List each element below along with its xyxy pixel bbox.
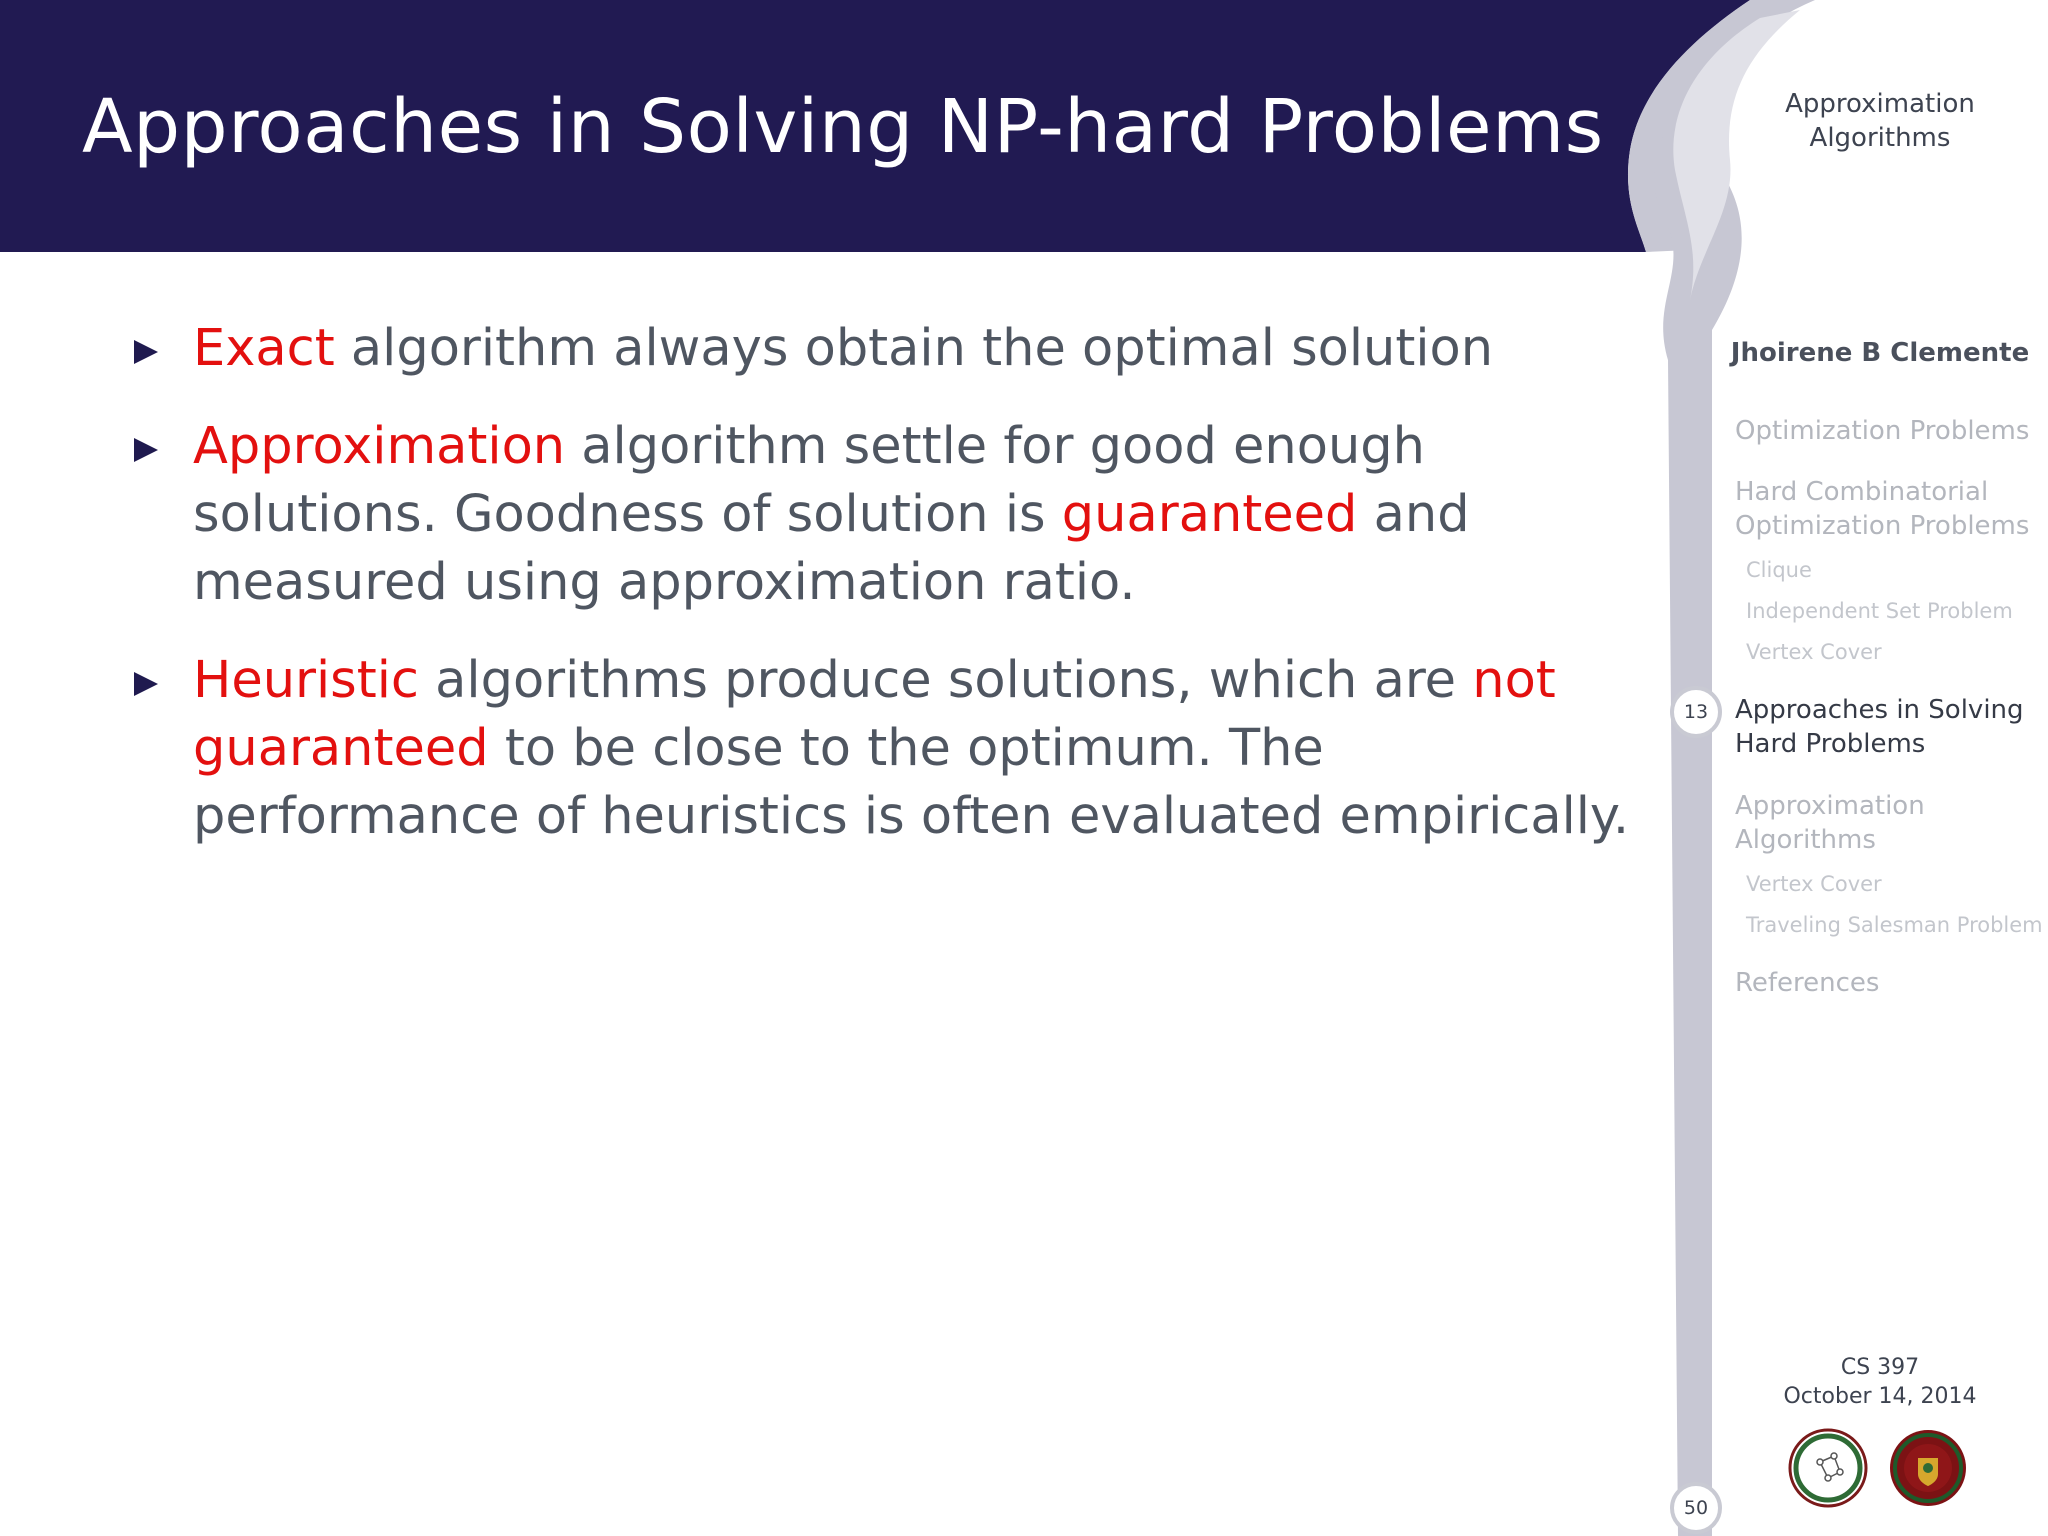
bullet-body: to be close to the optimum. The performance of heuristics is often evaluated empirically.: [193, 719, 1630, 846]
bullet-body: and measured using approximation ratio.: [193, 485, 1470, 612]
triangle-bullet-icon: [134, 672, 158, 696]
bullet-body: algorithm settle for good enough solutions. Goodness of solution is: [193, 417, 1425, 544]
keyword-not-guaranteed: not guaranteed: [193, 651, 1556, 778]
bullet-item: [130, 647, 1630, 851]
total-slides-number: 50: [1683, 1497, 1709, 1519]
nav-approaches-active[interactable]: Approaches in Solving Hard Problems: [1735, 695, 2024, 759]
slide-content: [130, 315, 1630, 881]
author-name: Jhoirene B Clemente: [1730, 338, 2030, 368]
nav-clique[interactable]: Clique: [1746, 558, 1812, 582]
nav-approximation-algorithms[interactable]: Approximation Algorithms: [1735, 791, 1925, 855]
bullet-text: [193, 413, 1630, 617]
presentation-title: [1700, 87, 2048, 155]
bullet-body: algorithm always obtain the optimal solution: [334, 319, 1494, 378]
bullet-item: [130, 315, 1630, 383]
triangle-bullet-icon: [134, 340, 158, 364]
nav-optimization-problems[interactable]: Optimization Problems: [1735, 416, 2030, 446]
keyword-approximation: Approximation: [193, 417, 566, 476]
sidebar-track: [1654, 72, 1741, 1536]
course-code: CS 397: [1840, 1355, 1920, 1380]
presentation-title-text: Approximation Algorithms: [1785, 89, 1975, 153]
current-slide-number: 13: [1683, 701, 1709, 723]
nav-hard-combinatorial[interactable]: Hard Combinatorial Optimization Problems: [1735, 477, 2030, 541]
current-slide-badge: [1670, 686, 1722, 738]
computer-science-seal-icon: [1788, 1428, 1868, 1508]
bullet-text: [193, 315, 1630, 383]
bullet-text: [193, 647, 1630, 851]
nav-independent-set[interactable]: Independent Set Problem: [1746, 599, 2013, 623]
nav-vertex-cover-2[interactable]: Vertex Cover: [1746, 872, 1882, 896]
presentation-date: October 14, 2014: [1783, 1384, 1977, 1409]
nav-references[interactable]: References: [1735, 968, 1880, 998]
keyword-heuristic: Heuristic: [193, 651, 419, 710]
nav-tsp[interactable]: Traveling Salesman Problem: [1746, 913, 2043, 937]
bullet-body: algorithms produce solutions, which are: [418, 651, 1473, 710]
university-seal-icon: [1888, 1428, 1968, 1508]
total-slides-badge: [1670, 1482, 1722, 1534]
course-info: [1700, 1353, 2048, 1411]
keyword-exact: Exact: [193, 319, 335, 378]
nav-vertex-cover[interactable]: Vertex Cover: [1746, 640, 1882, 664]
bullet-item: [130, 413, 1630, 617]
keyword-guaranteed: guaranteed: [1061, 485, 1358, 544]
triangle-bullet-icon: [134, 438, 158, 462]
slide-title: Approaches in Solving NP-hard Problems: [82, 84, 1604, 170]
